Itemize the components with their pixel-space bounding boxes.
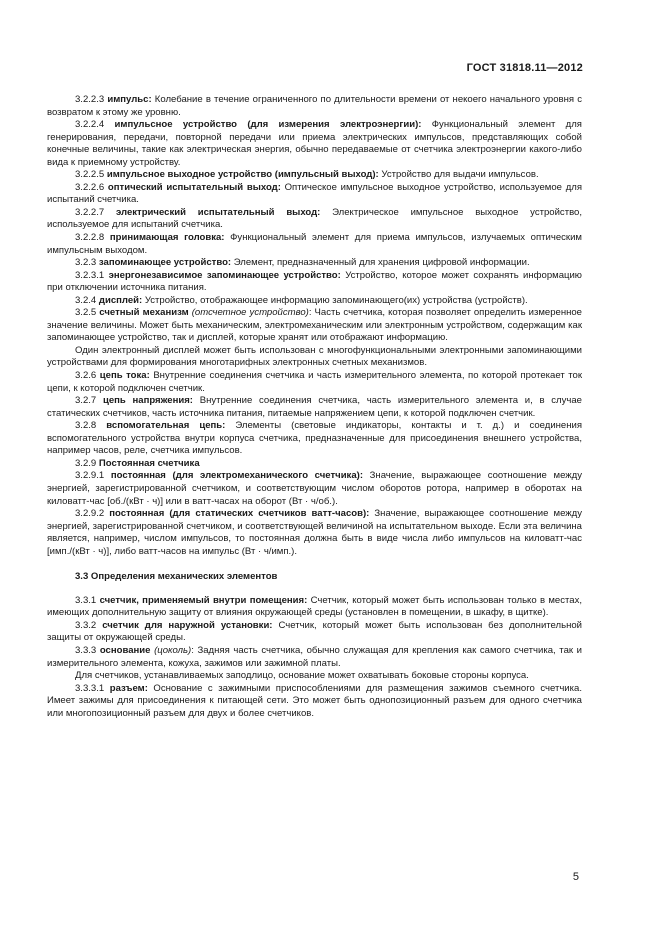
- definition-text: Функциональный элемент для генерирования, передачи, повторной передачи или приема электрических импульсов, представляющих собой конечные величины, такие как электрическая энергия, обычно передаваемые от счетчика электроэнергии какого-либо вида к приемному устройству.: [47, 119, 582, 168]
- clause-number: 3.2.2.4: [75, 119, 115, 131]
- term: импульс:: [107, 94, 152, 105]
- term: импульсное устройство (для измерения электроэнергии):: [114, 119, 422, 131]
- clause-number: 3.2.8: [75, 420, 107, 432]
- definition-text: Электрическое импульсное выходное устройство, используемое для испытаний счетчика.: [47, 206, 582, 231]
- term: запоминающее устройство:: [98, 257, 232, 269]
- definition-text: Для счетчиков, устанавливаемых заподлицо, основание может охватывать боковые стороны корпуса.: [75, 670, 529, 682]
- definition-text: Внутренние соединения счетчика, часть измерительного элемента и, в случае статических счетчиков, часть источника питания, питаемые напряжением цепи, к которой подключен счетчик.: [47, 395, 582, 419]
- term: Постоянная счетчика: [98, 457, 200, 469]
- definition-text: Устройство, отображающее информацию запоминающего(их) устройства (устройств).: [142, 294, 528, 306]
- definition-text: Один электронный дисплей может быть использован с многофункциональными электронными запоминающими устройствами для формирования многотарифных электронных счетных механизмов.: [47, 344, 582, 369]
- definition-text: Элементы (световые индикаторы, контакты и т. д.) и соединения вспомогательного устройства внутри корпуса счетчика, предназначенные для присоединения внешнего устройства, например часов, реле, счетчика импульсов.: [47, 420, 583, 457]
- clause-number: 3.2.4: [75, 294, 99, 306]
- definition-text: Внутренние соединения счетчика и часть измерительного элемента, по которой протекает ток цепи, к которой подключен счетчик.: [47, 370, 582, 394]
- clause-number: 3.2.2.7: [75, 206, 116, 218]
- document-body: [47, 94, 582, 720]
- term: дисплей:: [98, 294, 143, 306]
- definition-text: : Часть счетчика, которая позволяет определить измеренное значение величины. Может быть механическим, электромеханическим или электронным устройством, содержащим как запоминающее устройство, так и дисплей, которые хранят или отображают информацию.: [47, 307, 582, 344]
- definition-paragraph: [47, 645, 582, 670]
- clause-number: 3.2.9: [75, 457, 99, 469]
- definition-paragraph: [47, 119, 582, 169]
- clause-number: 3.3.2: [75, 619, 103, 631]
- definition-text: Значение, выражающее соотношение между энергией, зарегистрированной счетчиком, и соответствующей величиной на испытательном выходе. Если эта величина является, например, числом импульсов, то постоянная должна быть в виде числа либо импульсов на киловатт-час [имп./(кВт · ч)], либо ватт-часов на импульс (Вт · ч/имп.).: [47, 508, 582, 557]
- definition-paragraph: [47, 232, 582, 257]
- definition-text: Счетчик, который может быть использован без дополнительной защиты от окружающей среды.: [47, 619, 582, 644]
- section-heading: 3.3 Определения механических элементов: [75, 571, 278, 583]
- term: цепь напряжения:: [102, 395, 193, 407]
- clause-number: 3.3.3: [75, 644, 100, 656]
- term: вспомогательная цепь:: [106, 420, 226, 432]
- definition-text: : Задняя часть счетчика, обычно служащая для крепления как самого счетчика, так и измерительного элемента, кожуха, зажимов или зажимной платы.: [47, 644, 582, 669]
- term: импульсное выходное устройство (импульсный выход):: [106, 169, 379, 181]
- clause-number: 3.2.6: [75, 370, 100, 382]
- definition-paragraph: [47, 345, 582, 370]
- term: разъем:: [109, 682, 148, 694]
- term: счетчик для наружной установки:: [102, 619, 273, 631]
- definition-text: Значение, выражающее соотношение между энергией, зарегистрированной счетчиком, и соответствующим числом оборотов ротора, например в оборотах на киловатт-час [об./(кВт · ч)] или в ватт-часах на оборот (Вт · ч/об.).: [47, 470, 583, 507]
- definition-paragraph: [47, 620, 582, 645]
- definition-paragraph: [47, 207, 582, 232]
- definition-paragraph: [47, 670, 582, 683]
- definition-text: Устройство для выдачи импульсов.: [378, 169, 539, 181]
- term: постоянная (для электромеханического счетчика):: [110, 470, 364, 482]
- clause-number: 3.2.9.2: [75, 508, 110, 520]
- clause-number: 3.2.2.5: [75, 169, 107, 181]
- term: энергонезависимое запоминающее устройство:: [108, 269, 341, 281]
- definitions-block-3-2: [47, 94, 582, 558]
- term: электрический испытательный выход:: [115, 206, 321, 218]
- definition-paragraph: [47, 307, 582, 345]
- definition-paragraph: [47, 508, 582, 558]
- clause-number: 3.2.5: [75, 307, 100, 319]
- definition-text: Функциональный элемент для приема импульсов, излучаемых оптическим импульсным выходом.: [47, 232, 582, 256]
- term: счетчик, применяемый внутри помещения:: [99, 594, 308, 606]
- definition-paragraph: [47, 257, 582, 270]
- clause-number: 3.2.3.1: [75, 269, 109, 281]
- clause-number: 3.2.9.1: [75, 470, 111, 482]
- clause-number: 3.2.2.6: [75, 181, 108, 193]
- clause-number: 3.2.2.3: [75, 94, 108, 105]
- term: постоянная (для статических счетчиков ватт-часов):: [109, 508, 370, 520]
- clause-number: 3.2.3: [75, 257, 99, 269]
- clause-number: 3.3.1: [75, 594, 100, 606]
- term: цепь тока:: [99, 370, 150, 382]
- definition-paragraph: [47, 295, 582, 308]
- definition-paragraph: [47, 370, 582, 395]
- standard-header: ГОСТ 31818.11—2012: [466, 62, 583, 74]
- definition-paragraph: [47, 182, 582, 207]
- definition-paragraph: [47, 94, 582, 119]
- definition-paragraph: [47, 420, 582, 458]
- definition-paragraph: [47, 395, 582, 420]
- definitions-block-3-3: [47, 595, 582, 720]
- definition-text: Оптическое импульсное выходное устройство, используемое для испытаний счетчика.: [47, 181, 583, 206]
- page-number: 5: [572, 871, 579, 883]
- term: принимающая головка:: [109, 232, 225, 244]
- definition-text: Счетчик, который может быть использован только в местах, имеющих дополнительную защиту от влияния окружающей среды (установлен в помещении, в шкафу, в щитке).: [47, 594, 583, 619]
- clause-number: 3.2.2.8: [75, 232, 110, 244]
- term-synonym: (цоколь): [154, 644, 192, 656]
- term: счетный механизм: [99, 307, 189, 319]
- term: основание: [99, 644, 151, 656]
- clause-number: 3.2.7: [75, 395, 103, 407]
- definition-paragraph: [47, 169, 582, 182]
- definition-paragraph: [47, 470, 582, 508]
- definition-paragraph: [47, 458, 582, 471]
- definition-text: Колебание в течение ограниченного по длительности времени от некоего начального уровня с возвратом к этому же уровню.: [47, 94, 582, 118]
- term: оптический испытательный выход:: [107, 181, 281, 193]
- definition-paragraph: [47, 595, 582, 620]
- definition-paragraph: [47, 683, 582, 721]
- term-synonym: (отсчетное устройство): [191, 307, 309, 319]
- definition-text: Основание с зажимными приспособлениями для размещения зажимов съемного счетчика. Имеет зажимы для присоединения к питающей сети. Это может быть однопозиционный разъем для одного счетчика или многопозиционный разъем для двух и более счетчиков.: [47, 682, 582, 719]
- definition-text: Устройство, которое может сохранять информацию при отключении источника питания.: [47, 269, 582, 294]
- definition-text: Элемент, предназначенный для хранения цифровой информации.: [231, 257, 530, 269]
- definition-paragraph: [47, 270, 582, 295]
- clause-number: 3.3.3.1: [75, 682, 110, 694]
